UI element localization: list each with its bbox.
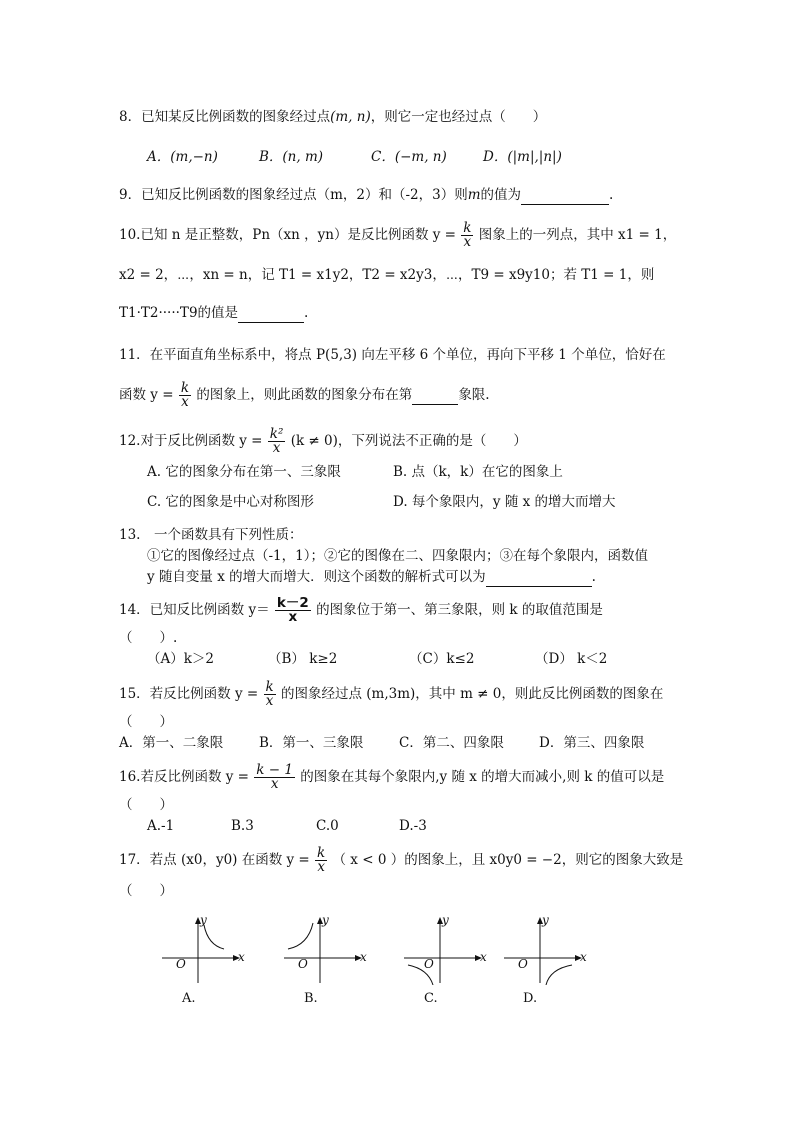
graph-a-caption: A. xyxy=(182,991,196,1006)
q17-frac-den: x xyxy=(317,859,325,875)
q12-option-c: C. 它的图象是中心对称图形 xyxy=(147,494,314,510)
q14-frac-num: k－2 xyxy=(276,595,309,611)
q9-stem-a: 9．已知反比例函数的图象经过点（m，2）和（-2，3）则 xyxy=(119,187,468,203)
q17-stem xyxy=(119,847,683,874)
q17-stem-b: （ x < 0 ）的图象上，且 x0y0 = −2，则它的图象大致是 xyxy=(332,852,684,868)
q8-stem xyxy=(119,108,546,126)
q10-line-2: x2 = 2，⋯，xn = n，记 T1 = x1y2，T2 = x2y3，⋯，T9 = x9y10；若 T1 = 1，则 xyxy=(119,267,655,283)
hyperbola-branch xyxy=(546,965,572,985)
q10-answer-blank[interactable] xyxy=(238,304,304,323)
q15-option-a: A．第一、二象限 xyxy=(119,735,224,751)
q17-stem-a: 17．若点 (x0，y0) 在函数 y = xyxy=(119,852,310,868)
q9-stem-b: 的值为 xyxy=(480,187,522,203)
q10-l3-b: . xyxy=(304,305,309,321)
q13-l3-a: y 随自变量 x 的增大而增大．则这个函数的解析式可以为 xyxy=(147,569,486,585)
q15-frac-den: x xyxy=(265,693,274,709)
q11-answer-blank[interactable] xyxy=(412,386,458,405)
q11-frac-den: x xyxy=(181,394,189,410)
q11-fraction xyxy=(179,382,191,409)
graph-a-y-label: y xyxy=(200,913,207,927)
hyperbola-branch xyxy=(288,923,313,949)
q13-line-3 xyxy=(147,568,596,587)
q14-stem-a: 14．已知反比例函数 y＝ xyxy=(119,602,270,618)
q13-line-1: 13. 一个函数具有下列性质： xyxy=(119,527,303,543)
q16-option-a: A.-1 xyxy=(147,818,175,834)
q9-end: . xyxy=(609,187,614,203)
q11-l2-b: 的图象上，则此函数的图象分布在第 xyxy=(196,387,413,403)
q8-stem-a: 8．已知某反比例函数的图象经过点 xyxy=(119,109,331,125)
graph-b-x-label: x xyxy=(360,950,367,964)
q17-frac-num: k xyxy=(317,845,326,861)
graph-d-y-label: y xyxy=(542,913,549,927)
q10-l1-b: 图象上的一列点，其中 x1 = 1， xyxy=(478,227,677,243)
q10-line-1 xyxy=(119,222,676,249)
q10-frac-num: k xyxy=(463,220,472,236)
q15-option-c: C．第二、四象限 xyxy=(399,735,504,751)
graph-a-x-label: x xyxy=(238,950,245,964)
q9-stem xyxy=(119,186,613,205)
q11-l2-a: 函数 y = xyxy=(119,387,174,403)
q16-frac-num: k − 1 xyxy=(256,762,293,778)
q16-stem-a: 16.若反比例函数 y = xyxy=(119,769,249,785)
q16-paren: （ ） xyxy=(119,797,173,813)
q8-option-d: D．(|m|,|n|) xyxy=(483,149,562,165)
q17-paren: （ ） xyxy=(119,883,173,899)
q12-stem xyxy=(119,428,527,455)
q16-frac-den: x xyxy=(270,776,279,792)
q16-option-d: D.-3 xyxy=(399,818,427,834)
q9-answer-blank[interactable] xyxy=(521,186,609,205)
q14-stem-b: 的图象位于第一、第三象限，则 k 的取值范围是 xyxy=(316,602,603,618)
q12-frac-den: x xyxy=(272,440,281,456)
q9-var: m xyxy=(467,187,481,203)
q14-option-d: （D） k＜2 xyxy=(535,651,608,667)
q8-option-b: B．(n, m) xyxy=(259,149,324,165)
q15-option-d: D．第三、四象限 xyxy=(539,735,645,751)
q12-option-a: A. 它的图象分布在第一、三象限 xyxy=(147,464,341,480)
graph-b-caption: B. xyxy=(304,991,318,1006)
q13-line-2: ①它的图像经过点（-1，1）；②它的图像在二、四象限内；③在每个象限内，函数值 xyxy=(147,548,648,564)
graph-b-origin: O xyxy=(298,957,308,971)
q14-option-b: （B） k≥2 xyxy=(268,651,338,667)
q12-stem-a: 12.对于反比例函数 y = xyxy=(119,433,263,449)
graph-d-x-label: x xyxy=(580,950,587,964)
q15-paren: （ ） xyxy=(119,714,173,730)
q12-frac-num: k² xyxy=(269,426,284,442)
graph-b-y-label: y xyxy=(322,913,329,927)
graph-a-origin: O xyxy=(176,957,186,971)
q17-fraction xyxy=(315,847,327,874)
graph-c-caption: C. xyxy=(424,991,438,1006)
q15-fraction xyxy=(264,681,276,708)
q14-option-a: （A）k＞2 xyxy=(147,651,215,667)
q11-l2-c: 象限. xyxy=(458,387,490,403)
q14-option-c: （C）k≤2 xyxy=(409,651,475,667)
q16-stem-b: 的图象在其每个象限内,y 随 x 的增大而减小,则 k 的值可以是 xyxy=(300,769,665,785)
q16-fraction xyxy=(254,764,295,791)
hyperbola-branch xyxy=(204,925,224,949)
q10-l3-a: T1·T2·····T9的值是 xyxy=(119,305,239,321)
q15-option-b: B．第一、三象限 xyxy=(259,735,364,751)
q16-stem xyxy=(119,764,664,791)
q14-frac-den: x xyxy=(288,609,298,625)
q16-option-c: C.0 xyxy=(316,818,339,834)
q12-option-d: D. 每个象限内，y 随 x 的增大而增大 xyxy=(393,494,616,510)
q11-line-1: 11．在平面直角坐标系中，将点 P(5,3) 向左平移 6 个单位，再向下平移 1 个单位，恰好在 xyxy=(119,347,666,363)
q14-fraction xyxy=(275,597,311,624)
q10-fraction xyxy=(461,222,473,249)
q8-option-a: A．(m,−n) xyxy=(147,149,218,165)
q12-fraction xyxy=(268,428,286,455)
q15-stem xyxy=(119,681,663,708)
q8-option-c: C．(−m, n) xyxy=(371,149,447,165)
q10-l1-a: 10.已知 n 是正整数，Pn（xn ，yn）是反比例函数 y = xyxy=(119,227,456,243)
q15-stem-b: 的图象经过点 (m,3m)，其中 m ≠ 0，则此反比例函数的图象在 xyxy=(280,686,664,702)
graph-c-y-label: y xyxy=(442,913,449,927)
q14-paren: （ ）. xyxy=(119,630,178,646)
q16-option-b: B.3 xyxy=(231,818,254,834)
q15-frac-num: k xyxy=(265,679,274,695)
q13-answer-blank[interactable] xyxy=(486,568,592,587)
q12-stem-b: (k ≠ 0)，下列说法不正确的是（ ） xyxy=(290,433,527,449)
graph-c-origin: O xyxy=(424,957,434,971)
q13-l3-b: . xyxy=(591,569,596,585)
q8-point: (m, n) xyxy=(330,109,371,125)
graph-c-x-label: x xyxy=(480,950,487,964)
q12-option-b: B. 点（k，k）在它的图象上 xyxy=(393,464,563,480)
q15-stem-a: 15．若反比例函数 y = xyxy=(119,686,259,702)
q8-stem-b: ，则它一定也经过点（ ） xyxy=(370,109,547,125)
q10-frac-den: x xyxy=(463,234,472,250)
q10-line-3 xyxy=(119,304,308,323)
graph-d-origin: O xyxy=(518,957,528,971)
graph-d-caption: D. xyxy=(523,991,538,1006)
q11-frac-num: k xyxy=(180,380,190,396)
q11-line-2 xyxy=(119,382,490,409)
q14-stem xyxy=(119,597,603,624)
